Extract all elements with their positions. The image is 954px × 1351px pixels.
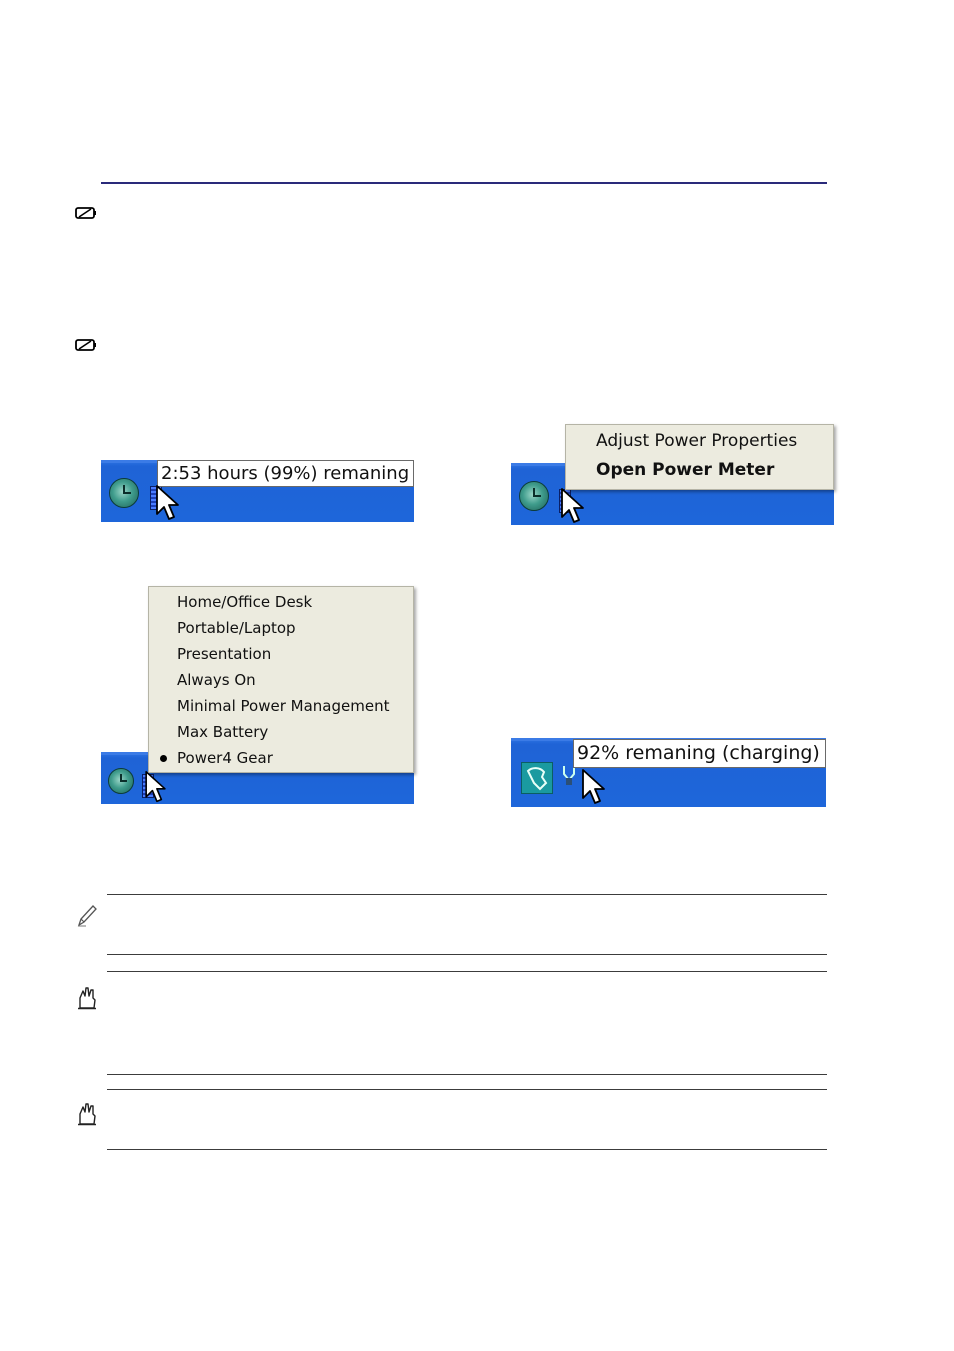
header-rule <box>101 182 827 184</box>
warning2-top-rule <box>107 1089 827 1090</box>
menu-item-max-battery[interactable] <box>149 723 413 747</box>
menu-item-label: Home/Office Desk <box>177 593 313 611</box>
note-bottom-rule <box>107 954 827 955</box>
menu-item-home-office-desk[interactable] <box>149 593 413 617</box>
pencil-icon <box>76 904 98 928</box>
battery-tooltip: 2:53 hours (99%) remaning <box>157 460 414 487</box>
charging-tooltip: 92% remaning (charging) <box>573 739 826 768</box>
hand-warning-icon <box>76 1102 98 1126</box>
mouse-pointer-icon <box>155 484 181 522</box>
menu-item-label: Presentation <box>177 645 272 663</box>
power-gear-menu <box>148 586 414 773</box>
mouse-pointer-icon <box>560 487 586 525</box>
clock-icon <box>109 478 139 508</box>
selected-bullet-icon <box>160 755 167 762</box>
menu-item-minimal-power-management[interactable] <box>149 697 413 721</box>
menu-item-label: Adjust Power Properties <box>596 431 798 451</box>
warning2-bottom-rule <box>107 1149 827 1150</box>
power-context-menu <box>565 424 834 490</box>
battery-icon <box>75 339 97 351</box>
mouse-pointer-icon <box>581 767 607 807</box>
menu-item-power4-gear[interactable] <box>149 749 413 773</box>
mouse-pointer-icon <box>144 770 168 804</box>
menu-item-label: Power4 Gear <box>177 749 273 767</box>
menu-item-open-power-meter[interactable] <box>566 460 833 484</box>
warning-bottom-rule <box>107 1074 827 1075</box>
battery-icon <box>75 207 97 219</box>
menu-item-always-on[interactable] <box>149 671 413 695</box>
hand-warning-icon <box>76 986 98 1010</box>
clock-icon <box>108 768 134 794</box>
menu-item-presentation[interactable] <box>149 645 413 669</box>
menu-item-label: Open Power Meter <box>596 460 775 480</box>
menu-item-label: Always On <box>177 671 256 689</box>
warning-top-rule <box>107 971 827 972</box>
menu-item-adjust-power-properties[interactable] <box>566 431 833 455</box>
note-top-rule <box>107 894 827 895</box>
menu-item-portable-laptop[interactable] <box>149 619 413 643</box>
clock-icon <box>519 481 549 511</box>
menu-item-label: Minimal Power Management <box>177 697 390 715</box>
tray-app-icon[interactable] <box>521 762 553 794</box>
menu-item-label: Max Battery <box>177 723 269 741</box>
menu-item-label: Portable/Laptop <box>177 619 296 637</box>
